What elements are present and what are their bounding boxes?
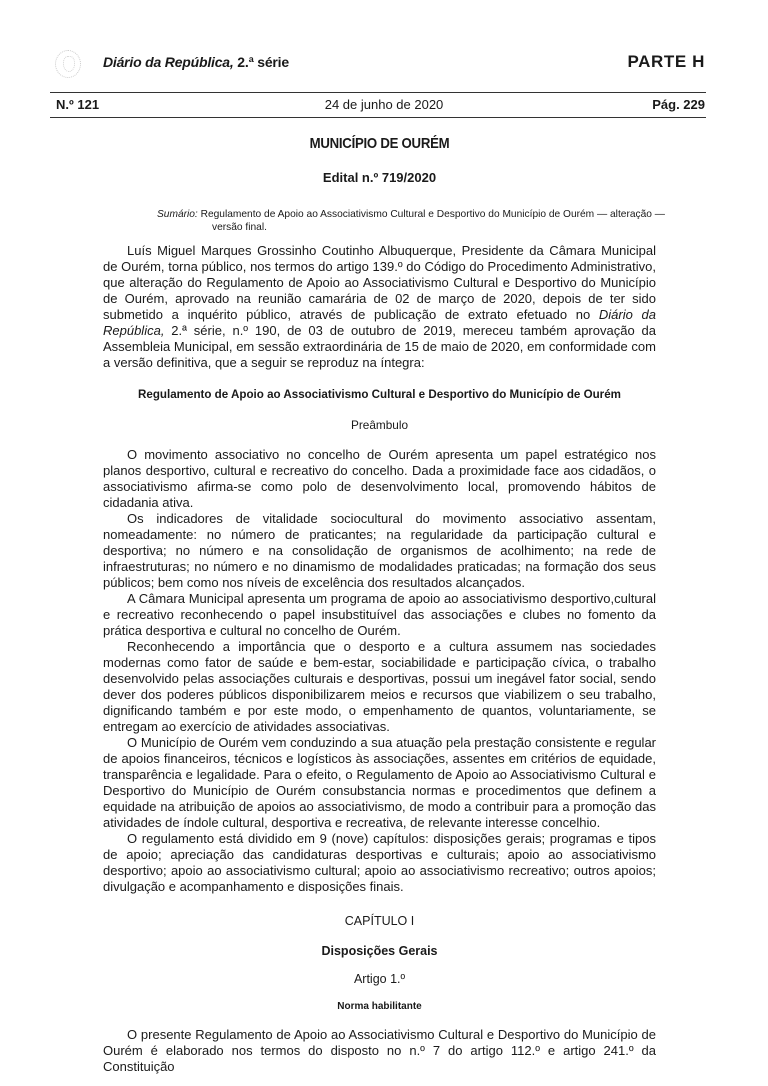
journal-name: Diário da República, xyxy=(103,54,234,70)
summary-label: Sumário: xyxy=(157,209,198,220)
chapter-title: Disposições Gerais xyxy=(321,944,438,958)
issue-date: 24 de junho de 2020 xyxy=(324,97,444,112)
article-body xyxy=(103,1027,656,1075)
summary xyxy=(157,208,672,234)
intro-text-1: Luís Miguel Marques Grossinho Coutinho Albuquerque, Presidente da Câmara Municipal de Ourém, torna público, nos termos do artigo 139.º do Código do Procedimento Administrativo, que alteração do Regulamento de Apoio ao Associativismo Cultural e Desportivo do Município de Ourém, aprovado na reunião camarária de 02 de março de 2020, depois de ter sido submetido a inquérito público, através de publicação de extrato efetuado no xyxy=(103,243,656,322)
preamble-heading: Preâmbulo xyxy=(350,418,409,432)
article-heading: Artigo 1.º xyxy=(353,972,406,986)
summary-text: Regulamento de Apoio ao Associativismo Cultural e Desportivo do Município de Ourém — alteração — versão final. xyxy=(200,209,665,233)
article-paragraph: O presente Regulamento de Apoio ao Associativismo Cultural e Desportivo do Município de Ourém é elaborado nos termos do disposto no n.º 7 do artigo 112.º e artigo 241.º da Constituição xyxy=(103,1027,656,1074)
preamble-paragraph: O movimento associativo no concelho de Ourém apresenta um papel estratégico nos planos desportivo, cultural e recreativo do concelho. Dada a proximidade face aos cidadãos, o associativismo afirma-se como polo de desenvolvimento local, promovendo hábitos de cidadania ativa. xyxy=(103,447,656,510)
preamble-text xyxy=(103,447,656,895)
header-rule-top xyxy=(50,92,706,93)
page-number: Pág. 229 xyxy=(652,97,705,112)
document-body xyxy=(103,134,665,1075)
regulation-title: Regulamento de Apoio ao Associativismo Cultural e Desportivo do Município de Ourém xyxy=(138,388,621,401)
intro-paragraph xyxy=(103,243,656,371)
edital-number: Edital n.º 719/2020 xyxy=(322,170,437,185)
preamble-paragraph: A Câmara Municipal apresenta um programa de apoio ao associativismo desportivo,cultural e recreativo reconhecendo o papel insubstituível das associações e clubes no fomento da prática desportiva e cultural no concelho de Ourém. xyxy=(103,591,656,638)
issue-number: N.º 121 xyxy=(56,97,100,112)
intro-text-2: 2.ª série, n.º 190, de 03 de outubro de 2019, mereceu também aprovação da Assembleia Municipal, em sessão extraordinária de 15 de maio de 2020, em conformidade com a versão definitiva, que a seguir se reproduz na íntegra: xyxy=(103,323,656,370)
entity-heading: MUNICÍPIO DE OURÉM xyxy=(309,135,450,152)
preamble-paragraph: Reconhecendo a importância que o desporto e a cultura assumem nas sociedades modernas como fator de saúde e bem-estar, sociabilidade e participação cívica, o trabalho desenvolvido pelas associações culturais e desportivas, possui um inegável fator social, sendo dever dos poderes públicos disponibilizarem meios e recursos que viabilizem o seu trabalho, dignificando também e por este modo, o empenhamento de quantos, voluntariamente, se entregam ao exercício de atividades associativas. xyxy=(103,639,656,734)
journal-series: 2.ª série xyxy=(237,54,289,70)
article-title: Norma habilitante xyxy=(337,1001,422,1012)
header-rule-bottom xyxy=(50,117,706,118)
preamble-paragraph: O regulamento está dividido em 9 (nove) capítulos: disposições gerais; programas e tipos de apoio; apreciação das candidaturas desportivas e culturais; apoio ao associativismo desportivo; apoio ao associativismo cultural; apoio ao associativismo recreativo; outros apoios; divulgação e acompanhamento e disposições finais. xyxy=(103,831,656,894)
intro-paragraph-block xyxy=(103,243,656,371)
coat-of-arms-icon xyxy=(55,50,81,78)
preamble-paragraph: Os indicadores de vitalidade sociocultural do movimento associativo assentam, nomeadamente: no número de praticantes; na regularidade da participação cultural e desportiva; no número e na consolidação de organismos de acolhimento; na rede de infraestruturas; no número e no dinamismo de modalidades praticadas; na formação dos seus públicos; bem como nos níveis de excelência dos resultados alcançados. xyxy=(103,511,656,590)
journal-title xyxy=(103,54,289,70)
part-label: PARTE H xyxy=(627,52,705,71)
preamble-paragraph: O Município de Ourém vem conduzindo a sua atuação pela prestação consistente e regular de apoios financeiros, técnicos e logísticos às associações, assentes em critérios de equidade, transparência e legalidade. Para o efeito, o Regulamento de Apoio ao Associativismo Cultural e Desportivo do Município de Ourém consubstancia normas e procedimentos que definem a equidade na atribuição de apoios ao associativismo, de modo a contribuir para a promoção das atividades de índole cultural, desportiva e recreativa, de relevante interesse concelhio. xyxy=(103,735,656,830)
intro-text-italic: Diário da República, xyxy=(103,307,656,338)
chapter-heading: CAPÍTULO I xyxy=(344,914,415,928)
